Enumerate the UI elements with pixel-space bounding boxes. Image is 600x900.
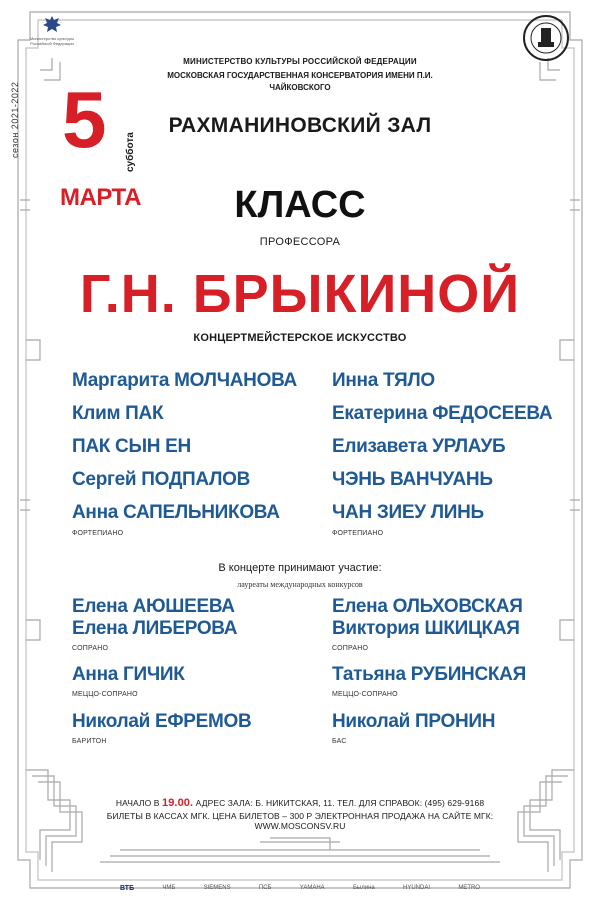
guest-name: Николай ЕФРЕМОВ (72, 711, 252, 732)
hall-address: АДРЕС ЗАЛА: Б. НИКИТСКАЯ, 11. ТЕЛ. ДЛЯ СПРАВОК: (495) 629-9168 (195, 798, 485, 808)
professor-name: Г.Н. БРЫКИНОЙ (79, 264, 521, 324)
guest-name: Татьяна РУБИНСКАЯ (332, 664, 526, 685)
pianists-right-column (332, 364, 552, 539)
sponsor-logo: ПСБ (258, 885, 272, 891)
ticket-info: БИЛЕТЫ В КАССАХ МГК. ЦЕНА БИЛЕТОВ – 300 Р ЭЛЕКТРОННАЯ ПРОДАЖА НА САЙТЕ МГК: WWW.MOSCONSV.RU (106, 811, 494, 831)
concert-weekday: суббота (125, 132, 136, 172)
sponsor-logo: Былина (352, 885, 375, 891)
performer-name: Маргарита МОЛЧАНОВА (72, 370, 297, 391)
performer-name: Сергей ПОДПАЛОВ (72, 469, 250, 490)
guest-name: Елена АЮШЕЕВА (72, 596, 235, 617)
guests-left-column (72, 711, 251, 747)
guests-right-column (332, 596, 523, 654)
guests-left-column (72, 664, 185, 700)
guest-role: БАС (332, 738, 347, 745)
guests-right-column (332, 664, 526, 700)
performer-name: Клим ПАК (72, 403, 164, 424)
guest-role: БАРИТОН (72, 738, 107, 745)
ministry-emblem (22, 14, 82, 54)
start-time: 19.00. (162, 797, 194, 809)
performer-role: ФОРТЕПИАНО (72, 530, 124, 537)
laureates-label: лауреаты международных конкурсов (237, 580, 363, 589)
performer-role: ФОРТЕПИАНО (332, 530, 384, 537)
guest-name: Елена ЛИБЕРОВА (72, 618, 238, 639)
sponsor-logo: ВТБ (120, 884, 135, 892)
professor-label: ПРОФЕССОРА (259, 236, 341, 248)
sponsor-logo: METRO (458, 885, 480, 891)
conservatory-seal-icon (522, 14, 570, 62)
guest-role: СОПРАНО (72, 645, 109, 652)
conservatory-line: МОСКОВСКАЯ ГОСУДАРСТВЕННАЯ КОНСЕРВАТОРИЯ ИМЕНИ П.И. ЧАЙКОВСКОГО (167, 71, 433, 92)
eagle-emblem-icon (41, 14, 63, 36)
ministry-line: МИНИСТЕРСТВО КУЛЬТУРЫ РОССИЙСКОЙ ФЕДЕРАЦИИ (183, 57, 417, 66)
performer-name: Инна ТЯЛО (332, 370, 435, 391)
participants-heading: В концерте принимают участие: (218, 562, 382, 574)
sponsor-logo: SIEMENS (203, 885, 231, 891)
performer-name: Елизавета УРЛАУБ (332, 436, 506, 457)
performer-name: ЧЭНЬ ВАНЧУАНЬ (332, 469, 493, 490)
pianists-left-column (72, 364, 297, 539)
season-label: сезон 2021-2022 (10, 81, 20, 158)
guest-role: СОПРАНО (332, 645, 369, 652)
guest-name: Николай ПРОНИН (332, 711, 496, 732)
guests-right-column (332, 711, 495, 747)
emblem-caption: Министерство культуры Российской Федерации (29, 36, 75, 46)
concert-month: МАРТА (60, 184, 141, 211)
performer-name: ПАК СЫН ЕН (72, 436, 191, 457)
guest-name: Виктория ШКИЦКАЯ (332, 618, 520, 639)
start-label: НАЧАЛО В (115, 798, 160, 808)
class-heading: КЛАСС (234, 184, 366, 226)
guests-left-column (72, 596, 237, 654)
performer-name: ЧАН ЗИЕУ ЛИНЬ (332, 502, 484, 523)
sponsor-logos (120, 880, 480, 896)
performer-name: Анна САПЕЛЬНИКОВА (72, 502, 280, 523)
performer-name: Екатерина ФЕДОСЕЕВА (332, 403, 553, 424)
concert-day: 5 (62, 75, 105, 164)
sponsor-logo: ЧМБ (162, 885, 176, 891)
sponsor-logo: YAMAHA (299, 885, 325, 891)
guest-name: Елена ОЛЬХОВСКАЯ (332, 596, 523, 617)
guest-role: МЕЦЦО-СОПРАНО (332, 691, 398, 698)
guest-role: МЕЦЦО-СОПРАНО (72, 691, 138, 698)
start-and-address (90, 797, 510, 809)
guest-name: Анна ГИЧИК (72, 664, 185, 685)
hall-name: РАХМАНИНОВСКИЙ ЗАЛ (168, 114, 432, 137)
sponsor-logo: HYUNDAI (403, 885, 431, 891)
discipline-subtitle: КОНЦЕРТМЕЙСТЕРСКОЕ ИСКУССТВО (193, 332, 407, 344)
